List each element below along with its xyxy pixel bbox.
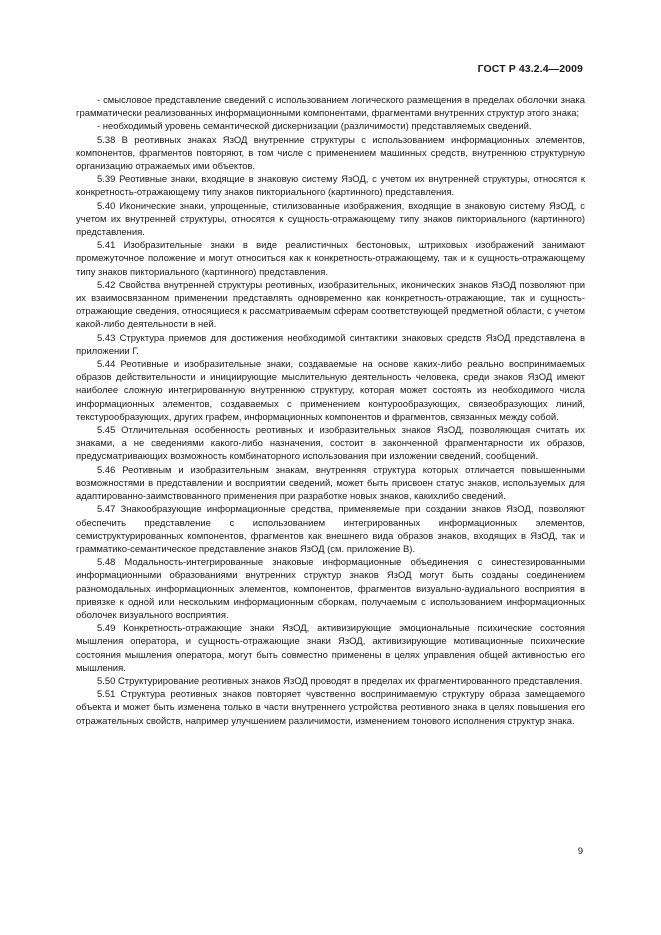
paragraph: 5.43 Структура приемов для достижения необходимой синтактики знаковых средств ЯзОД представлена в приложении Г. (76, 332, 585, 357)
paragraph: - необходимый уровень семантической дискернизации (различимости) представляемых сведений. (97, 121, 532, 133)
paragraph: 5.38 В реотивных знаках ЯзОД внутренние структуры с использованием информационных элементов, компонентов, фрагментов повторяют, в том числе с применением машинных средств, внутреннюю структурную организацию отражаемых ими объектов. (76, 134, 585, 173)
paragraph: 5.47 Знакообразующие информационные средства, применяемые при создании знаков ЯзОД, позволяют обеспечить представление с использованием интегрированных информационных элементов, семиструктурированных компонентов, фрагментов как внешнего вида образов знаков, входящих в ЯзОД, так и грамматико-семантическое представление знаков ЯзОД (см. приложение В). (76, 504, 585, 555)
paragraph: 5.48 Модальность-интегрированные знаковые информационные объединения с синестезированными информационными образованиями внутренних структур знаков ЯзОД могут быть созданы соединением разномодальных информационных элементов, компонентов, фрагментов визуально-аудиального восприятия в привязке к одной или нескольким информационным сборкам, получаемым с использованием информационных оболочек визуального восприятия. (76, 557, 585, 621)
paragraph: 5.44 Реотивные и изобразительные знаки, создаваемые на основе каких-либо реально воспринимаемых образов действительности и инициирующие мыслительную деятельность человека, среди знаков ЯзОД имеют наиболее сложную интегрированную внутреннюю структуру, которая может состоять из необходимого числа информационных элементов, создаваемых с применением контурообразующих, связеобразующих линий, текстурообразующих, других графем, информационных компонентов и фрагментов, связанных между собой. (76, 359, 585, 423)
page-number: 9 (577, 846, 583, 857)
paragraph: 5.49 Конкретность-отражающие знаки ЯзОД, активизирующие эмоциональные психические состояния мышления оператора, и сущность-отражающие знаки ЯзОД, активизирующие мотивационные психические состояния мышления оператора, могут быть совместно применены в целях управления общей активностью его мышления. (76, 623, 585, 674)
paragraph: 5.46 Реотивным и изобразительным знакам, внутренняя структура которых отличается повышенными возможностями в представлении и восприятии сведений, может быть присвоен статус знаков, используемых для адаптированно-заимствованного применения при разработке новых знаков, какихлибо сведений. (76, 464, 585, 503)
paragraph: 5.50 Структурирование реотивных знаков ЯзОД проводят в пределах их фрагментированного представления. (97, 675, 583, 687)
paragraph: 5.45 Отличительная особенность реотивных и изобразительных знаков ЯзОД, позволяющая считать их знаками, а не сведениями какого-либо назначения, состоит в законченной фрагментарности их образов, предусматривающих возможность комбинаторного использования при изложении сведений, сообщений. (76, 425, 585, 463)
paragraph: 5.39 Реотивные знаки, входящие в знаковую систему ЯзОД, с учетом их внутренней структуры, относятся к конкретность-отражающему типу знаков пикториального (картинного) представления. (76, 174, 585, 199)
paragraph: 5.40 Иконические знаки, упрощенные, стилизованные изображения, входящие в знаковую систему ЯзОД, с учетом их внутренней структуры, относятся к сущность-отражающему типу знаков пикториального (картинного) представления. (76, 200, 585, 239)
paragraph: 5.42 Свойства внутренней структуры реотивных, изобразительных, иконических знаков ЯзОД позволяют при их взаимосвязанном применении представлять одновременно как конкретность-отражающие, так и сущность-отражающие сведения, относящиеся к рассматриваемым сферам соответствующей предметной области, с учетом какой-либо деятельности в ней. (76, 279, 585, 331)
paragraph: 5.41 Изобразительные знаки в виде реалистичных бестоновых, штриховых изображений занимают промежуточное положение и могут относиться как к конкретность-отражающему, так и к сущность-отражающему типу знаков пикториального (картинного) представления. (76, 240, 585, 278)
standard-designation: ГОСТ Р 43.2.4—2009 (477, 63, 583, 75)
document-body (76, 94, 585, 728)
paragraph: 5.51 Структура реотивных знаков повторяет чувственно воспринимаемую структуру образа замещаемого объекта и может быть изменена только в части внутреннего устройства реотивного знака в целях повышения его отражательных свойств, например улучшением различимости, изменением тонового исполнения структур знака. (76, 689, 585, 727)
paragraph: - смысловое представление сведений с использованием логического размещения в пределах оболочки знака грамматически реализованных информационными компонентами, фрагментами внутренних структур этого знака; (76, 95, 585, 120)
